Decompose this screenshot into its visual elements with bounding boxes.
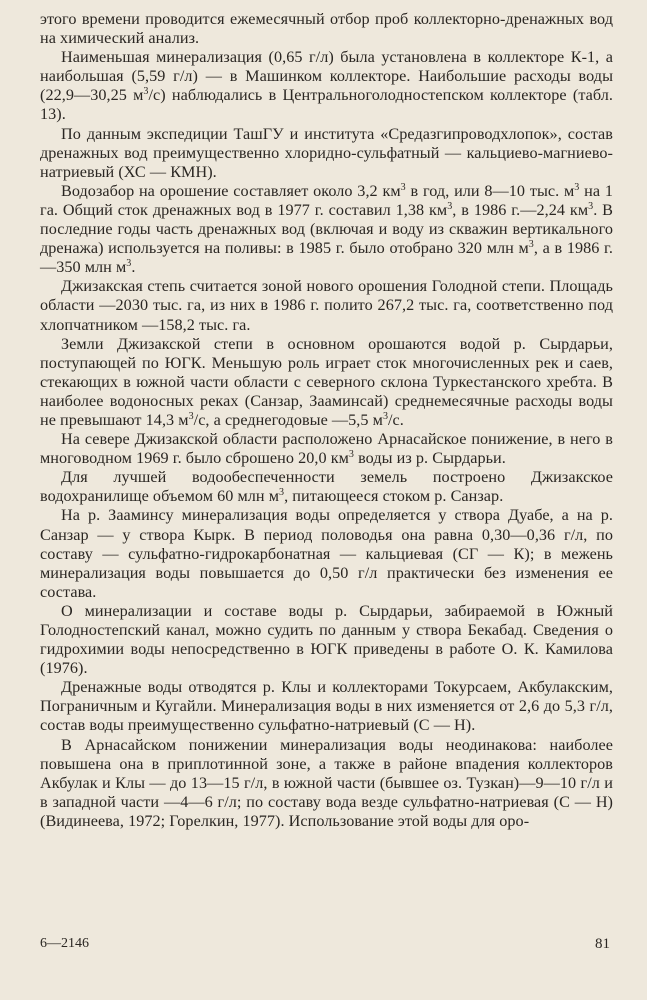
superscript: 3 xyxy=(574,181,580,193)
text-run: На р. Зааминсу минерализация воды определяется у створа Дуабе, а на р. Санзар — у створа Кырк. В период половодья она равна 0,30—0,36 г/л, по составу — сульфатно-гидрокарбонатная — кальциевая (СГ — К); в межень минерализация воды повышается до 0,50 г/л практически без изменения ее состава. xyxy=(40,506,613,601)
paragraph xyxy=(40,678,613,735)
text-run: Земли Джизакской степи в основном орошаются водой р. Сырдарьи, поступающей по ЮГК. Меньшую роль играет сток многочисленных рек и саев, стекающих в южной части области с северного склона Туркестанского хребта. В наиболее водоносных реках (Санзар, Зааминсай) среднемесячные расходы воды не превышают 14,3 м xyxy=(40,334,613,429)
paragraph xyxy=(40,10,613,48)
paragraph xyxy=(40,277,613,334)
superscript: 3 xyxy=(447,200,453,212)
text-run: /с. xyxy=(388,410,404,429)
text-run: На севере Джизакской области расположено Арнасайское понижение, в него в многоводном 1969 г. было сброшено 20,0 км xyxy=(40,430,613,468)
text-run: /с) наблюдались в Центральноголодностепском коллекторе (табл. 13). xyxy=(40,86,613,124)
text-run: Для лучшей водообеспеченности земель построено Джизакское водохранилище объемом 60 млн м xyxy=(40,468,613,506)
text-run: Водозабор на орошение составляет около 3,2 км xyxy=(61,181,401,200)
paragraph xyxy=(40,602,613,678)
text-run: . xyxy=(131,258,136,277)
text-run: этого времени проводится ежемесячный отбор проб коллекторно-дренажных вод на химический анализ. xyxy=(40,10,613,48)
superscript: 3 xyxy=(588,200,594,212)
page-number: 81 xyxy=(595,936,610,952)
superscript: 3 xyxy=(348,449,354,461)
paragraph xyxy=(40,468,613,506)
text-run: воды из р. Сырдарьи. xyxy=(353,449,506,468)
page-body xyxy=(40,10,613,831)
text-flow xyxy=(40,10,613,831)
text-run: Джизакская степь считается зоной нового орошения Голодной степи. Площадь области —2030 тыс. га, из них в 1986 г. полито 267,2 тыс. га, соответственно под хлопчатником —158,2 тыс. га. xyxy=(40,277,613,334)
paragraph xyxy=(40,736,613,831)
paragraph xyxy=(40,48,613,124)
superscript: 3 xyxy=(400,181,406,193)
paragraph xyxy=(40,335,613,430)
text-run: В Арнасайском понижении минерализация воды неодинакова: наиболее повышена она в приплотинной зоне, а также в районе впадения коллекторов Акбулак и Клы — до 13—15 г/л, в южной части (бывшее оз. Тузкан)—9—10 г/л и в западной части —4—6 г/л; по составу вода везде сульфатно-натриевая (С — Н) (Видинеева, 1972; Горелкин, 1977). Использование этой воды для оро- xyxy=(40,735,613,830)
text-run: , в 1986 г.—2,24 км xyxy=(452,200,589,219)
text-run: в год, или 8—10 тыс. м xyxy=(405,181,575,200)
superscript: 3 xyxy=(126,258,132,270)
superscript: 3 xyxy=(528,239,534,251)
paragraph xyxy=(40,506,613,601)
paragraph xyxy=(40,430,613,468)
text-run: , питающееся стоком р. Санзар. xyxy=(284,487,504,506)
text-run: Наименьшая минерализация (0,65 г/л) была установлена в коллекторе К-1, а наибольшая (5,59 г/л) — в Машинком коллекторе. Наибольшие расходы воды (22,9—30,25 м xyxy=(40,48,613,105)
text-run: /с, а среднегодовые —5,5 м xyxy=(193,410,383,429)
text-run: . В последние годы часть дренажных вод (включая и воду из скважин вертикального дренажа) используется на поливы: в 1985 г. было отобрано 320 млн м xyxy=(40,200,614,258)
signature-mark: 6—2146 xyxy=(40,936,89,951)
text-run: По данным экспедиции ТашГУ и института «Средазгипроводхлопок», состав дренажных вод преимущественно хлоридно-сульфатный — кальциево-магниево-натриевый (ХС — КМН). xyxy=(40,124,613,181)
superscript: 3 xyxy=(188,410,194,422)
superscript: 3 xyxy=(143,86,149,98)
text-run: на 1 га. Общий сток дренажных вод в 1977 г. составил 1,38 км xyxy=(40,181,613,219)
paragraph xyxy=(40,125,613,182)
text-run: Дренажные воды отводятся р. Клы и коллекторами Токурсаем, Акбулакским, Пограничным и Кугайли. Минерализация воды в них изменяется от 2,6 до 5,3 г/л, состав воды преимущественно сульфатно-натриевый (С — Н). xyxy=(40,678,613,735)
text-run: О минерализации и составе воды р. Сырдарьи, забираемой в Южный Голодностепский канал, можно судить по данным у створа Бекабад. Сведения о гидрохимии воды непосредственно в ЮГК приведены в работе О. К. Камилова (1976). xyxy=(40,601,613,678)
paragraph xyxy=(40,182,613,277)
text-run: , а в 1986 г.—350 млн м xyxy=(40,239,614,277)
superscript: 3 xyxy=(279,487,285,499)
superscript: 3 xyxy=(382,410,388,422)
